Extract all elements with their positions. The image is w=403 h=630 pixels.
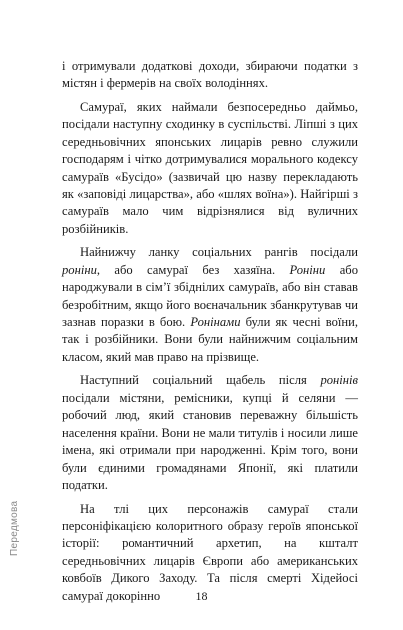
italic-term: Роніни bbox=[289, 262, 326, 277]
paragraph-2: Самураї, яких наймали безпосередньо даймьо, посідали наступну сходинку в суспільстві. Ліпші з цих середньовічних японських лицарів ревно служили господарям і чітко дотримувалися морального кодексу самураїв «Бусідо» (зазвичай цю назву перекладають як «заповіді лицарства», або «шлях воїна»). Найгірші з самураїв мало чим відрізнялися від вуличних розбійників. bbox=[62, 100, 358, 236]
paragraph-1: і отримували додаткові доходи, збираючи податки з містян і фермерів на своїх володіннях. bbox=[62, 59, 358, 91]
paragraph-5: На тлі цих персонажів самураї стали персоніфікацією колоритного образу героїв японської історії: романтичний архетип, на кшталт середньовічних лицарів Європи або американських ковбоїв Дикого Заходу. Та після смерті Хідейосі самураї докорінно bbox=[62, 501, 358, 603]
section-side-label: Передмова bbox=[9, 500, 20, 556]
page-text bbox=[62, 58, 358, 611]
italic-term: роніни bbox=[62, 262, 97, 277]
paragraph-4: Наступний соціальний щабель після ронінів посідали містяни, ремісники, купці й селяни — робочий люд, який становив переважну більшість населення країни. Вони не мали титулів і носили лише імена, які отримали при народженні. Крім того, вони були єдиними громадянами Японії, які платили податки. bbox=[62, 373, 358, 492]
italic-term: ронінів bbox=[320, 373, 358, 388]
page-number: 18 bbox=[195, 589, 208, 603]
paragraph-3: Найнижчу ланку соціальних рангів посідали роніни, або самураї без хазяїна. Роніни або народжували в сім’ї збіднілих самураїв, або він ставав безробітним, якщо його воєначальник збанкрутував чи зазнав поразки в бою. Ронінами були як чесні воїни, так і розбійники. Вони були найнижчим соціальним класом, який мав право на прізвище. bbox=[62, 245, 358, 364]
italic-term: Ронінами bbox=[190, 315, 241, 330]
